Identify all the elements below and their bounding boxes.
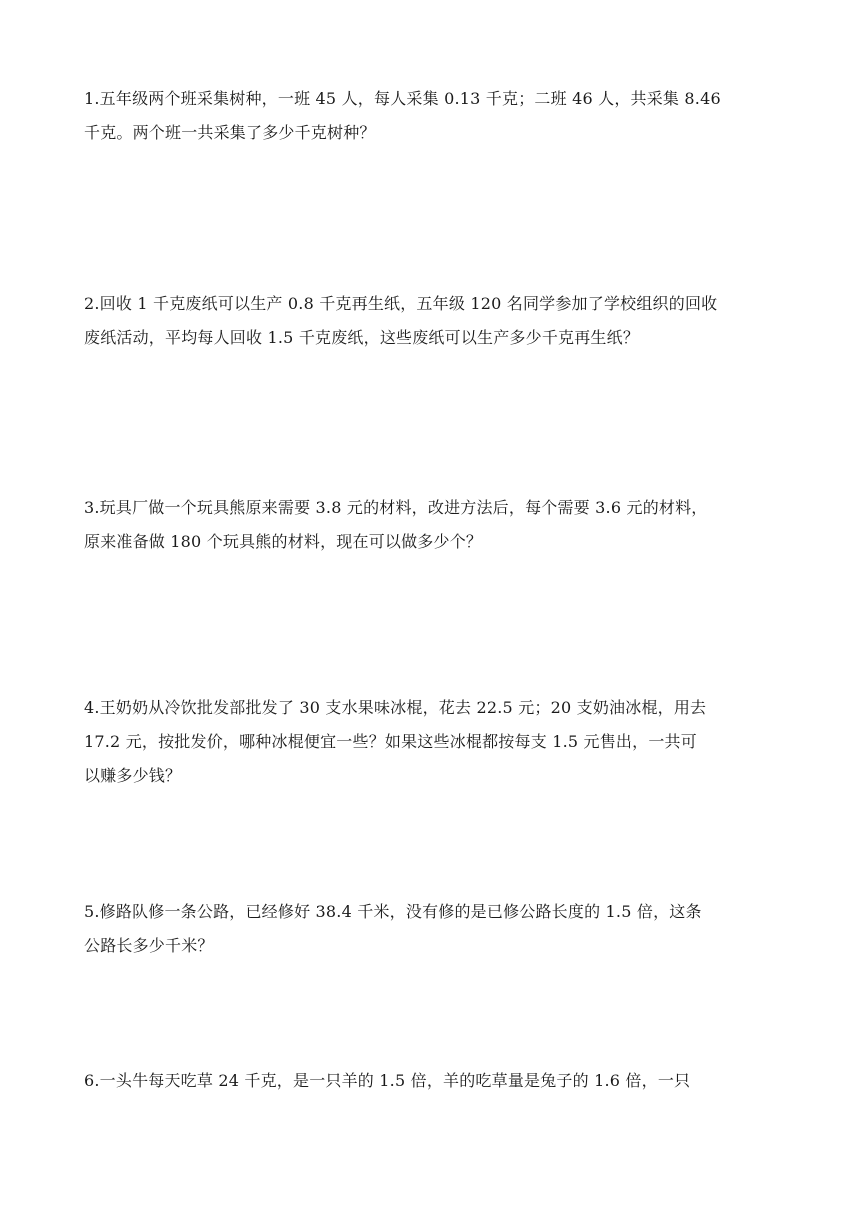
question-6-line-1: 6.一头牛每天吃草 24 千克，是一只羊的 1.5 倍，羊的吃草量是兔子的 1.6 倍，一只	[84, 1071, 691, 1090]
question-3	[84, 491, 754, 559]
question-4-line-2: 17.2 元，按批发价，哪种冰棍便宜一些？如果这些冰棍都按每支 1.5 元售出，一共可	[84, 732, 697, 751]
question-3-line-1: 3.玩具厂做一个玩具熊原来需要 3.8 元的材料，改进方法后，每个需要 3.6 元的材料，	[84, 498, 708, 517]
question-4-line-3: 以赚多少钱？	[84, 766, 182, 785]
question-6	[84, 1064, 754, 1098]
question-3-line-2: 原来准备做 180 个玩具熊的材料，现在可以做多少个？	[84, 532, 483, 551]
question-5-line-2: 公路长多少千米？	[84, 936, 214, 955]
question-2-line-2: 废纸活动，平均每人回收 1.5 千克废纸，这些废纸可以生产多少千克再生纸？	[84, 328, 640, 347]
question-2	[84, 287, 754, 355]
question-4-line-1: 4.王奶奶从冷饮批发部批发了 30 支水果味冰棍，花去 22.5 元；20 支奶油冰棍，用去	[84, 698, 707, 717]
question-1-line-1: 1.五年级两个班采集树种，一班 45 人，每人采集 0.13 千克；二班 46 人，共采集 8.46	[84, 89, 721, 108]
question-5	[84, 895, 754, 963]
question-1	[84, 82, 754, 150]
question-4	[84, 691, 754, 793]
question-1-line-2: 千克。两个班一共采集了多少千克树种？	[84, 123, 376, 142]
question-5-line-1: 5.修路队修一条公路，已经修好 38.4 千米，没有修的是已修公路长度的 1.5 倍，这条	[84, 902, 702, 921]
question-2-line-1: 2.回收 1 千克废纸可以生产 0.8 千克再生纸，五年级 120 名同学参加了学校组织的回收	[84, 294, 718, 313]
